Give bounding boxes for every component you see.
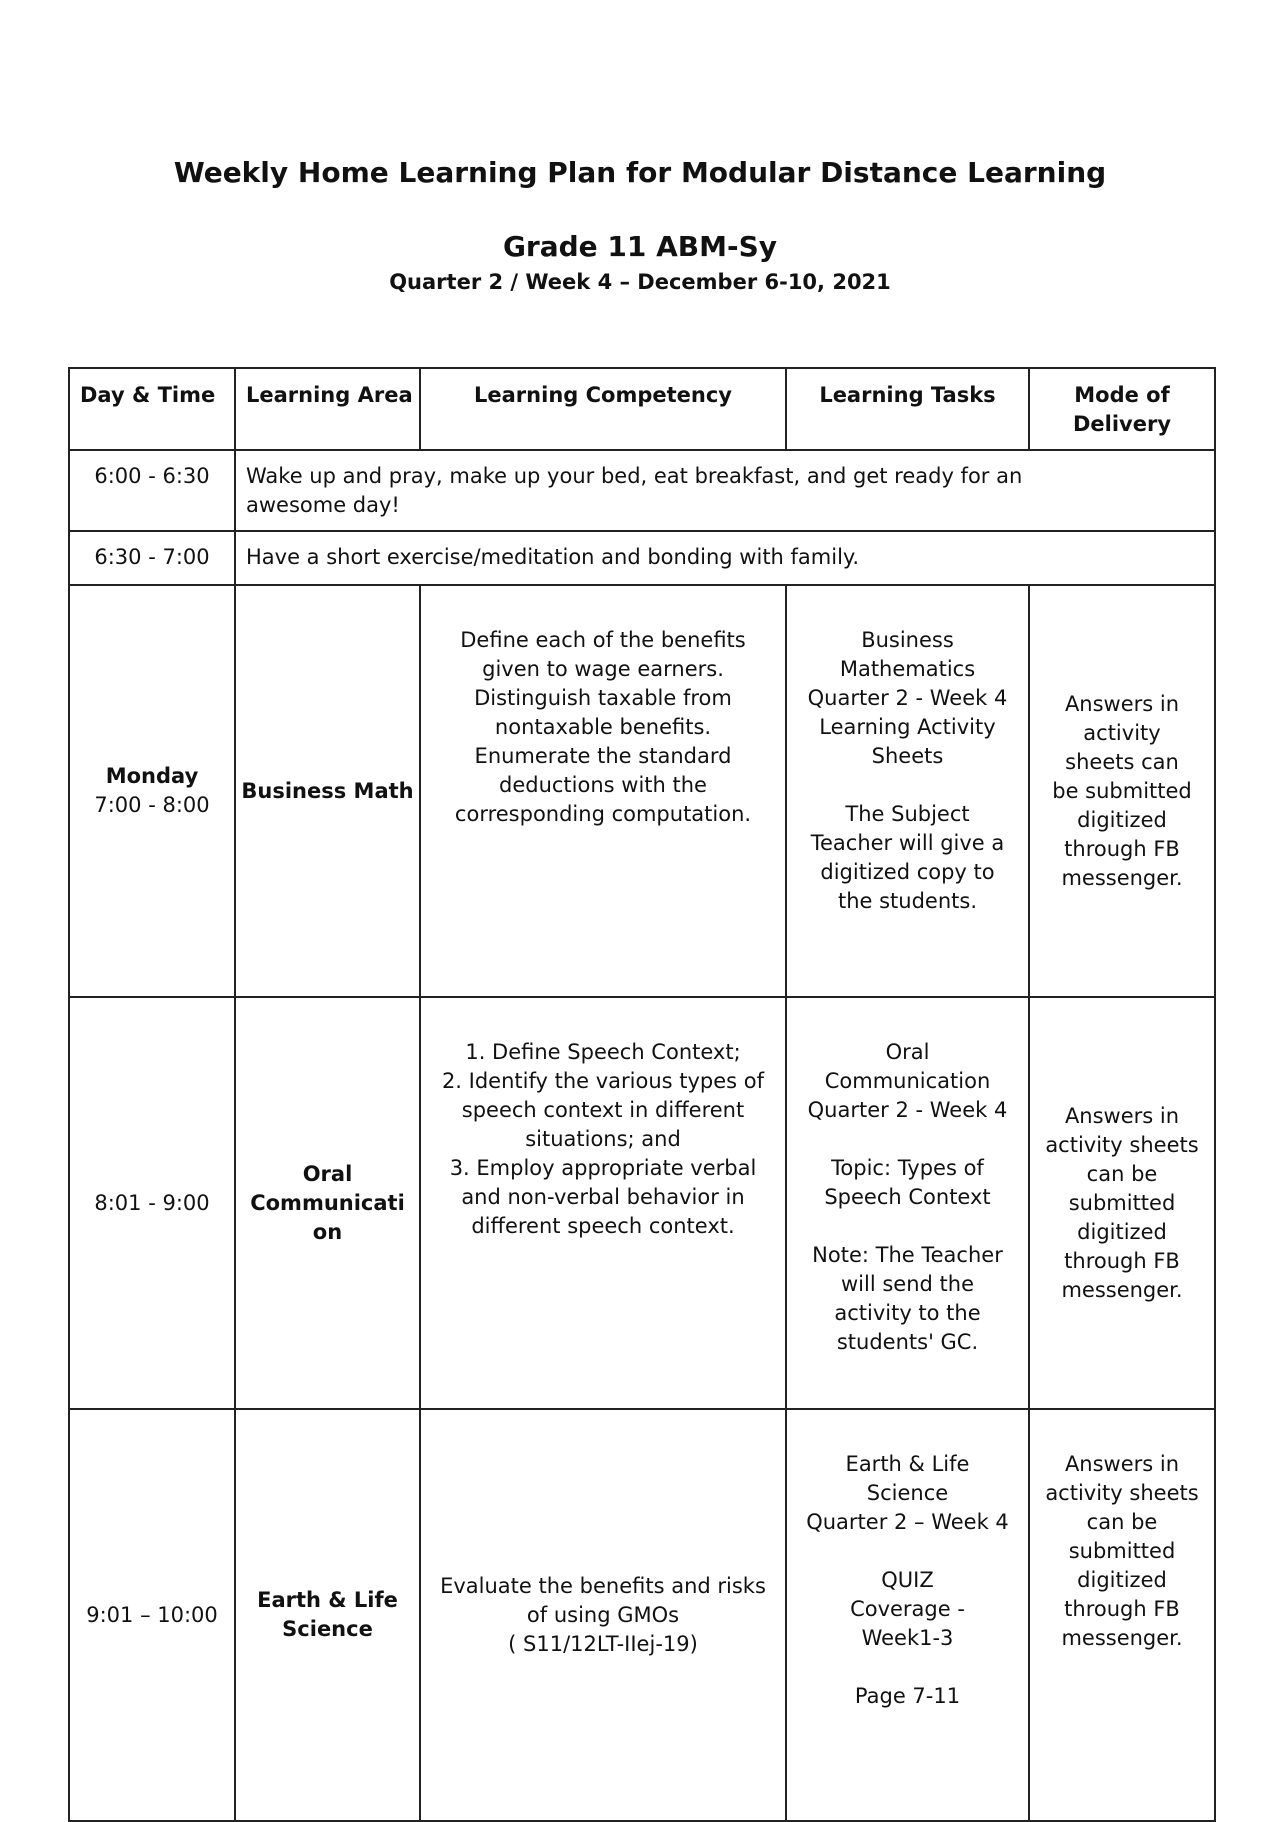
- spacer: [795, 1125, 1020, 1154]
- header-day-time: Day & Time: [69, 368, 235, 450]
- mode-line: through FB: [1064, 836, 1180, 861]
- mode-line: submitted: [1068, 1190, 1176, 1215]
- mode-line: can be: [1086, 1510, 1158, 1534]
- mode-line: through FB: [1064, 1597, 1180, 1621]
- spacer: [795, 771, 1020, 800]
- table-row: [69, 585, 1215, 997]
- mode-line: digitized: [1077, 1219, 1167, 1244]
- mode-line: messenger.: [1061, 865, 1183, 890]
- task-line: Page 7-11: [854, 1684, 961, 1708]
- header-learning-area: Learning Area: [235, 368, 420, 450]
- routine-time: 6:30 - 7:00: [69, 531, 235, 585]
- mode-cell: [1029, 585, 1215, 997]
- task-line: Week1-3: [861, 1626, 954, 1650]
- task-line: Quarter 2 - Week 4: [807, 686, 1008, 710]
- routine-time: 6:00 - 6:30: [69, 450, 235, 531]
- area-line: Communicati: [250, 1190, 405, 1215]
- learning-plan-table: [68, 367, 1216, 1822]
- mode-line: be submitted: [1052, 778, 1192, 803]
- mode-cell: [1029, 1409, 1215, 1821]
- mode-line: Answers in: [1064, 691, 1180, 716]
- area-line: on: [312, 1219, 343, 1244]
- area-line: Business Math: [241, 778, 414, 803]
- task-line: the students.: [837, 889, 978, 913]
- task-line: Business: [861, 628, 954, 652]
- spacer: [795, 1212, 1020, 1241]
- task-line: Quarter 2 - Week 4: [807, 1098, 1008, 1122]
- mode-line: Answers in: [1064, 1103, 1180, 1128]
- competency-line: deductions with the: [499, 773, 707, 797]
- mode-line: digitized: [1077, 807, 1167, 832]
- mode-line: messenger.: [1061, 1277, 1183, 1302]
- table-row: [69, 1409, 1215, 1821]
- document-title: Weekly Home Learning Plan for Modular Distance Learning: [173, 156, 1107, 189]
- learning-area-cell: [235, 997, 420, 1409]
- day-time-cell: [69, 1409, 235, 1821]
- task-line: The Subject: [845, 802, 970, 826]
- task-line: QUIZ: [881, 1568, 934, 1592]
- learning-area-cell: [235, 585, 420, 997]
- spacer: [795, 1537, 1020, 1566]
- task-line: Coverage -: [850, 1597, 965, 1621]
- competency-line: 1. Define Speech Context;: [465, 1040, 741, 1064]
- mode-line: can be: [1086, 1161, 1158, 1186]
- competency-line: 2. Identify the various types of: [441, 1069, 765, 1093]
- routine-line: awesome day!: [246, 493, 400, 517]
- day-label: Monday: [105, 764, 199, 788]
- header-mode-line: Mode of: [1074, 383, 1170, 407]
- competency-line: ( S11/12LT-IIej-19): [508, 1631, 698, 1656]
- mode-line: submitted: [1068, 1539, 1176, 1563]
- mode-line: activity sheets: [1045, 1481, 1199, 1505]
- day-time-cell: [69, 997, 235, 1409]
- day-time-cell: [69, 585, 235, 997]
- task-line: Communication: [824, 1069, 991, 1093]
- table-row: [69, 997, 1215, 1409]
- task-line: activity to the: [834, 1301, 981, 1325]
- competency-line: speech context in different: [461, 1098, 745, 1122]
- header-learning-competency: Learning Competency: [420, 368, 786, 450]
- header-mode-line: Delivery: [1072, 412, 1172, 436]
- mode-cell: [1029, 997, 1215, 1409]
- competency-cell: [420, 997, 786, 1409]
- quarter-week-dates: Quarter 2 / Week 4 – December 6-10, 2021: [389, 270, 891, 294]
- competency-line: Evaluate the benefits and risks: [440, 1573, 766, 1598]
- competency-line: Define each of the benefits: [460, 628, 746, 652]
- area-line: Oral: [302, 1161, 353, 1186]
- mode-line: Answers in: [1064, 1452, 1180, 1476]
- task-line: Science: [866, 1481, 949, 1505]
- area-line: Science: [282, 1617, 373, 1641]
- learning-area-cell: [235, 1409, 420, 1821]
- task-line: students' GC.: [836, 1330, 979, 1354]
- task-line: Learning Activity: [819, 715, 996, 739]
- task-line: digitized copy to: [820, 860, 995, 884]
- mode-line: through FB: [1064, 1248, 1180, 1273]
- task-line: Quarter 2 – Week 4: [806, 1510, 1009, 1534]
- task-line: Speech Context: [824, 1185, 991, 1209]
- routine-activity: Have a short exercise/meditation and bonding with family.: [235, 531, 1215, 585]
- table-row: [69, 531, 1215, 585]
- routine-line: Wake up and pray, make up your bed, eat breakfast, and get ready for an: [246, 464, 1023, 488]
- competency-line: corresponding computation.: [454, 802, 752, 826]
- mode-line: messenger.: [1061, 1626, 1183, 1650]
- competency-line: of using GMOs: [526, 1602, 680, 1627]
- task-line: Earth & Life: [845, 1452, 970, 1476]
- task-line: will send the: [841, 1272, 974, 1296]
- spacer: [795, 1653, 1020, 1682]
- mode-line: activity: [1083, 720, 1161, 745]
- area-line: Earth & Life: [257, 1588, 398, 1612]
- time-label: 8:01 - 9:00: [94, 1190, 210, 1215]
- competency-line: given to wage earners.: [482, 657, 724, 681]
- time-label: 9:01 – 10:00: [86, 1602, 218, 1627]
- competency-cell: [420, 1409, 786, 1821]
- competency-line: and non-verbal behavior in: [461, 1185, 745, 1209]
- header-learning-tasks: Learning Tasks: [786, 368, 1029, 450]
- header-mode-of-delivery: [1029, 368, 1215, 450]
- task-line: Topic: Types of: [831, 1156, 984, 1180]
- task-line: Mathematics: [839, 657, 976, 681]
- table-row: [69, 450, 1215, 531]
- competency-line: 3. Employ appropriate verbal: [449, 1156, 757, 1180]
- time-label: 7:00 - 8:00: [94, 793, 210, 817]
- competency-line: nontaxable benefits.: [494, 715, 712, 739]
- task-line: Note: The Teacher: [812, 1243, 1003, 1267]
- task-line: Oral: [885, 1040, 930, 1064]
- competency-line: situations; and: [525, 1127, 681, 1151]
- competency-line: Enumerate the standard: [474, 744, 732, 768]
- mode-line: sheets can: [1065, 749, 1179, 774]
- task-line: Sheets: [871, 744, 944, 768]
- grade-section: Grade 11 ABM-Sy: [502, 230, 778, 263]
- mode-line: digitized: [1077, 1568, 1167, 1592]
- competency-line: Distinguish taxable from: [474, 686, 732, 710]
- tasks-cell: [786, 1409, 1029, 1821]
- competency-cell: [420, 585, 786, 997]
- competency-line: different speech context.: [471, 1214, 735, 1238]
- task-line: Teacher will give a: [810, 831, 1005, 855]
- mode-line: activity sheets: [1045, 1132, 1199, 1157]
- tasks-cell: [786, 997, 1029, 1409]
- routine-activity: [235, 450, 1215, 531]
- tasks-cell: [786, 585, 1029, 997]
- table-header-row: [69, 368, 1215, 450]
